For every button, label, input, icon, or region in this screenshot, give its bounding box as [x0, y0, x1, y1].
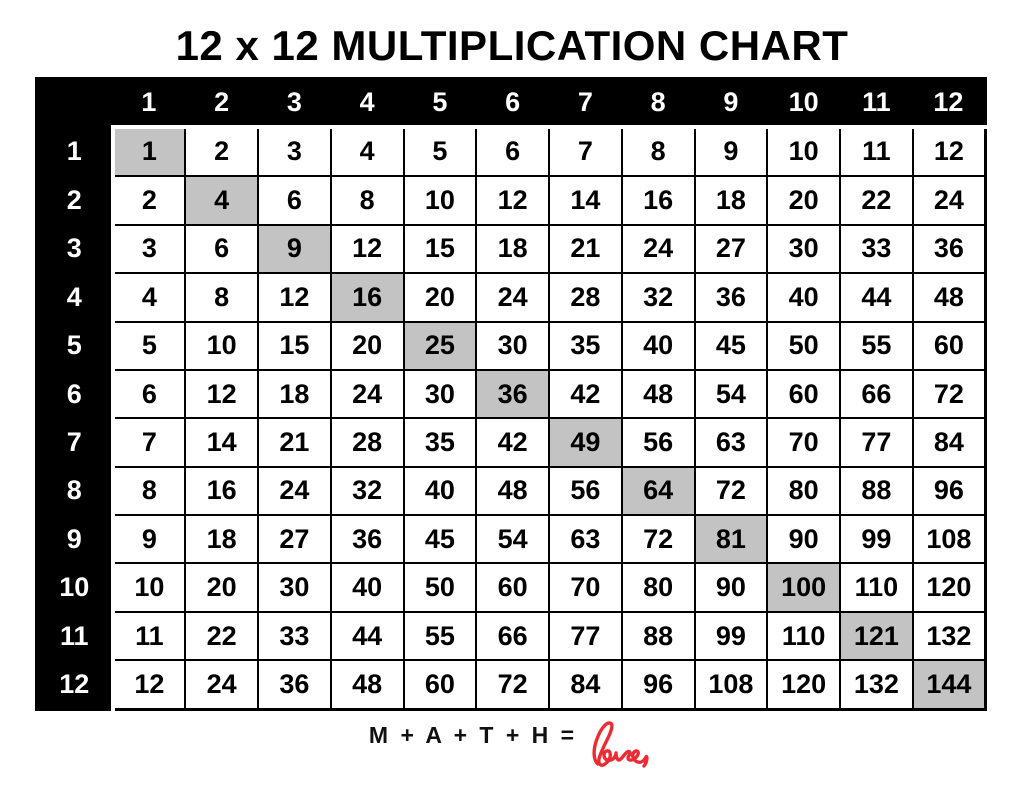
table-cell: 48	[913, 273, 986, 321]
table-cell: 88	[840, 467, 913, 515]
row-header: 2	[37, 176, 113, 224]
table-cell: 16	[622, 176, 695, 224]
row-header: 3	[37, 225, 113, 273]
table-cell: 12	[476, 176, 549, 224]
table-cell: 9	[113, 515, 186, 563]
table-row	[37, 612, 986, 660]
table-cell: 16	[331, 273, 404, 321]
col-header: 12	[913, 79, 986, 127]
col-header: 8	[622, 79, 695, 127]
table-cell: 100	[767, 563, 840, 611]
table-cell: 42	[549, 370, 622, 418]
table-cell: 4	[331, 127, 404, 177]
table-cell: 80	[622, 563, 695, 611]
table-cell: 11	[113, 612, 186, 660]
table-cell: 6	[113, 370, 186, 418]
table-row	[37, 418, 986, 466]
table-cell: 33	[258, 612, 331, 660]
table-cell: 10	[767, 127, 840, 177]
table-cell: 144	[913, 660, 986, 709]
row-header: 12	[37, 660, 113, 709]
table-cell: 24	[913, 176, 986, 224]
table-cell: 4	[113, 273, 186, 321]
table-cell: 22	[840, 176, 913, 224]
col-header: 4	[331, 79, 404, 127]
col-header: 1	[113, 79, 186, 127]
table-cell: 20	[331, 322, 404, 370]
table-cell: 6	[476, 127, 549, 177]
table-cell: 132	[913, 612, 986, 660]
table-cell: 30	[404, 370, 477, 418]
table-cell: 2	[113, 176, 186, 224]
row-header: 11	[37, 612, 113, 660]
table-cell: 24	[476, 273, 549, 321]
row-header: 9	[37, 515, 113, 563]
table-cell: 40	[404, 467, 477, 515]
table-cell: 12	[185, 370, 258, 418]
table-cell: 63	[695, 418, 768, 466]
table-row	[37, 273, 986, 321]
table-cell: 7	[113, 418, 186, 466]
table-cell: 16	[185, 467, 258, 515]
row-header: 8	[37, 467, 113, 515]
row-header: 5	[37, 322, 113, 370]
table-cell: 60	[404, 660, 477, 709]
table-cell: 44	[840, 273, 913, 321]
table-cell: 6	[185, 225, 258, 273]
table-cell: 55	[840, 322, 913, 370]
row-header: 1	[37, 127, 113, 177]
table-cell: 27	[258, 515, 331, 563]
table-cell: 36	[476, 370, 549, 418]
table-cell: 108	[695, 660, 768, 709]
table-row	[37, 660, 986, 709]
table-cell: 72	[476, 660, 549, 709]
table-cell: 5	[113, 322, 186, 370]
table-cell: 11	[840, 127, 913, 177]
table-cell: 32	[622, 273, 695, 321]
table-row	[37, 563, 986, 611]
table-cell: 45	[695, 322, 768, 370]
table-row	[37, 176, 986, 224]
table-cell: 96	[622, 660, 695, 709]
table-cell: 8	[185, 273, 258, 321]
table-cell: 3	[258, 127, 331, 177]
table-cell: 24	[185, 660, 258, 709]
table-cell: 72	[913, 370, 986, 418]
table-cell: 28	[331, 418, 404, 466]
corner-cell	[37, 79, 113, 127]
table-cell: 99	[695, 612, 768, 660]
table-cell: 66	[840, 370, 913, 418]
table-cell: 60	[767, 370, 840, 418]
table-cell: 5	[404, 127, 477, 177]
table-cell: 108	[913, 515, 986, 563]
table-cell: 3	[113, 225, 186, 273]
table-cell: 99	[840, 515, 913, 563]
table-cell: 12	[258, 273, 331, 321]
table-row	[37, 515, 986, 563]
table-cell: 33	[840, 225, 913, 273]
table-cell: 30	[476, 322, 549, 370]
table-cell: 10	[185, 322, 258, 370]
table-row	[37, 127, 986, 177]
table-cell: 70	[767, 418, 840, 466]
table-cell: 36	[258, 660, 331, 709]
table-cell: 36	[695, 273, 768, 321]
table-row	[37, 370, 986, 418]
multiplication-table	[35, 77, 987, 711]
table-cell: 18	[258, 370, 331, 418]
col-header: 6	[476, 79, 549, 127]
table-cell: 20	[185, 563, 258, 611]
table-cell: 77	[840, 418, 913, 466]
table-cell: 36	[913, 225, 986, 273]
table-cell: 22	[185, 612, 258, 660]
footer-equation: M + A + T + H =	[368, 722, 578, 748]
table-cell: 32	[331, 467, 404, 515]
table-cell: 44	[331, 612, 404, 660]
table-cell: 55	[404, 612, 477, 660]
table-cell: 50	[767, 322, 840, 370]
table-cell: 70	[549, 563, 622, 611]
table-cell: 6	[258, 176, 331, 224]
table-cell: 120	[767, 660, 840, 709]
table-cell: 12	[913, 127, 986, 177]
table-cell: 81	[695, 515, 768, 563]
table-cell: 9	[695, 127, 768, 177]
table-cell: 40	[622, 322, 695, 370]
table-cell: 49	[549, 418, 622, 466]
col-header: 3	[258, 79, 331, 127]
table-cell: 14	[549, 176, 622, 224]
table-cell: 24	[258, 467, 331, 515]
table-cell: 8	[113, 467, 186, 515]
table-cell: 72	[695, 467, 768, 515]
col-header: 5	[404, 79, 477, 127]
table-cell: 66	[476, 612, 549, 660]
table-body	[37, 127, 986, 710]
page-title: 12 x 12 MULTIPLICATION CHART	[175, 22, 849, 69]
table-cell: 64	[622, 467, 695, 515]
table-cell: 25	[404, 322, 477, 370]
table-cell: 40	[767, 273, 840, 321]
table-cell: 18	[185, 515, 258, 563]
table-cell: 7	[549, 127, 622, 177]
row-header: 6	[37, 370, 113, 418]
row-header: 7	[37, 418, 113, 466]
table-cell: 42	[476, 418, 549, 466]
table-row	[37, 322, 986, 370]
table-cell: 60	[476, 563, 549, 611]
col-header: 11	[840, 79, 913, 127]
table-cell: 8	[622, 127, 695, 177]
col-header: 7	[549, 79, 622, 127]
table-cell: 56	[622, 418, 695, 466]
table-row	[37, 467, 986, 515]
table-cell: 15	[404, 225, 477, 273]
table-cell: 48	[476, 467, 549, 515]
table-cell: 20	[767, 176, 840, 224]
table-cell: 54	[695, 370, 768, 418]
table-cell: 63	[549, 515, 622, 563]
table-cell: 121	[840, 612, 913, 660]
table-cell: 132	[840, 660, 913, 709]
multiplication-table-container	[35, 77, 987, 711]
table-cell: 96	[913, 467, 986, 515]
table-cell: 48	[331, 660, 404, 709]
table-cell: 12	[113, 660, 186, 709]
table-cell: 88	[622, 612, 695, 660]
table-cell: 24	[622, 225, 695, 273]
love-script-word	[585, 715, 655, 769]
table-cell: 9	[258, 225, 331, 273]
table-cell: 90	[767, 515, 840, 563]
table-cell: 35	[549, 322, 622, 370]
table-cell: 4	[185, 176, 258, 224]
table-cell: 28	[549, 273, 622, 321]
table-cell: 50	[404, 563, 477, 611]
table-cell: 40	[331, 563, 404, 611]
table-cell: 30	[258, 563, 331, 611]
table-cell: 120	[913, 563, 986, 611]
table-cell: 77	[549, 612, 622, 660]
table-cell: 36	[331, 515, 404, 563]
table-cell: 8	[331, 176, 404, 224]
table-row	[37, 225, 986, 273]
table-cell: 1	[113, 127, 186, 177]
table-cell: 18	[695, 176, 768, 224]
table-cell: 27	[695, 225, 768, 273]
table-cell: 14	[185, 418, 258, 466]
table-cell: 54	[476, 515, 549, 563]
col-header: 10	[767, 79, 840, 127]
table-cell: 20	[404, 273, 477, 321]
table-cell: 110	[767, 612, 840, 660]
table-cell: 35	[404, 418, 477, 466]
table-cell: 60	[913, 322, 986, 370]
table-cell: 21	[258, 418, 331, 466]
table-cell: 10	[404, 176, 477, 224]
row-header: 10	[37, 563, 113, 611]
table-cell: 12	[331, 225, 404, 273]
footer	[0, 713, 1024, 773]
table-cell: 18	[476, 225, 549, 273]
table-cell: 110	[840, 563, 913, 611]
table-cell: 90	[695, 563, 768, 611]
table-cell: 2	[185, 127, 258, 177]
table-cell: 21	[549, 225, 622, 273]
table-cell: 24	[331, 370, 404, 418]
table-cell: 80	[767, 467, 840, 515]
table-cell: 30	[767, 225, 840, 273]
row-header: 4	[37, 273, 113, 321]
table-cell: 84	[913, 418, 986, 466]
table-cell: 48	[622, 370, 695, 418]
table-cell: 45	[404, 515, 477, 563]
table-cell: 15	[258, 322, 331, 370]
col-header: 9	[695, 79, 768, 127]
table-cell: 56	[549, 467, 622, 515]
col-header: 2	[185, 79, 258, 127]
table-cell: 84	[549, 660, 622, 709]
table-cell: 10	[113, 563, 186, 611]
header-row	[37, 79, 986, 127]
table-cell: 72	[622, 515, 695, 563]
